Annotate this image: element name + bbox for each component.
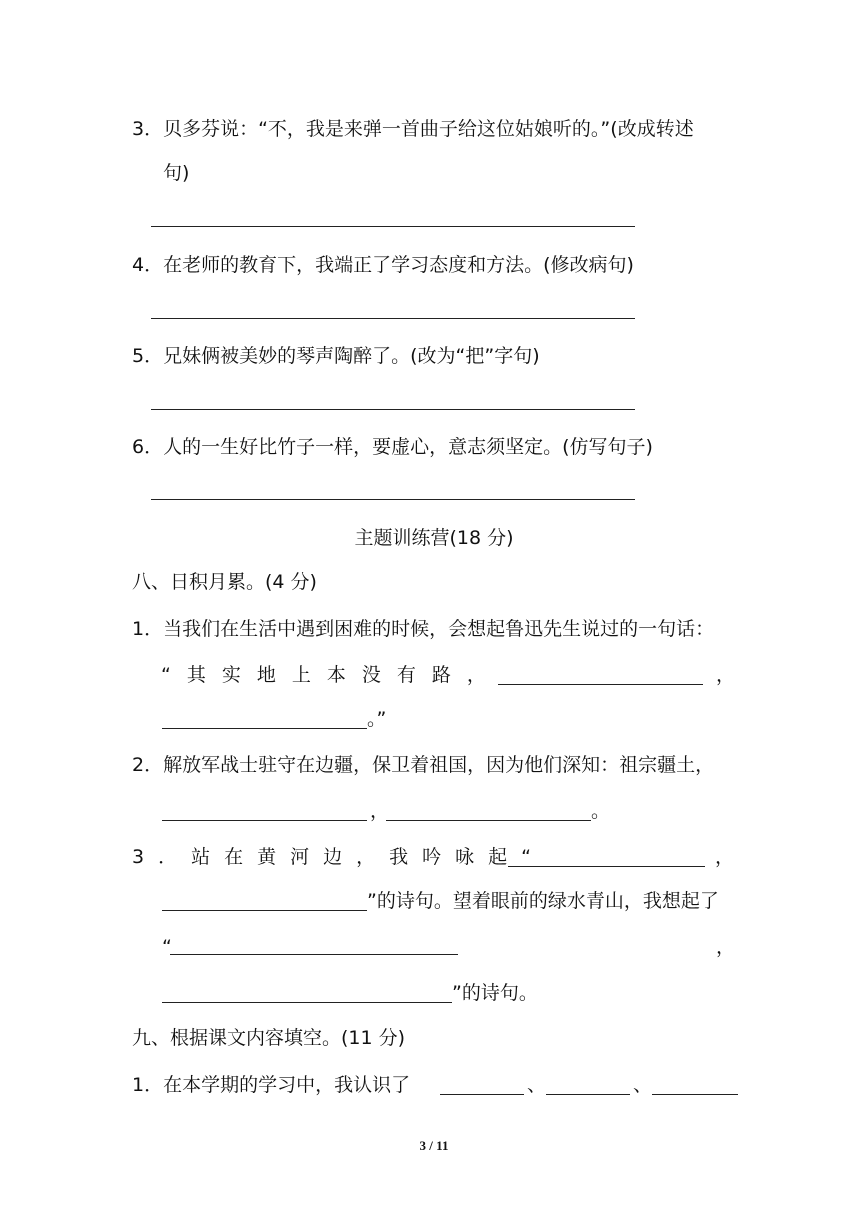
blank-8-3b[interactable] [162, 910, 367, 911]
answer-line-q6[interactable] [151, 499, 635, 500]
section-9-title: 九、根据课文内容填空。(11 分) [132, 1027, 406, 1049]
open-quote: “ [162, 936, 172, 958]
blank-8-3d[interactable] [162, 1002, 452, 1003]
answer-line-q5[interactable] [151, 409, 635, 410]
quote-end: 。” [367, 708, 387, 730]
page-number: 3 / 11 [419, 1138, 449, 1153]
section-8-q3-cont: ”的诗句。望着眼前的绿水青山，我想起了 [367, 890, 719, 912]
comma: ， [370, 800, 390, 822]
comma: ， [715, 846, 735, 868]
section-8-title: 八、日积月累。(4 分) [132, 571, 317, 593]
separator: 、 [527, 1074, 547, 1096]
blank-8-3a[interactable] [508, 866, 705, 867]
blank-8-2a[interactable] [162, 820, 367, 821]
blank-8-3c[interactable] [170, 954, 458, 955]
question-6-text: 6．人的一生好比竹子一样，要虚心，意志须坚定。(仿写句子) [132, 436, 653, 458]
question-4-text: 4．在老师的教育下，我端正了学习态度和方法。(修改病句) [132, 254, 634, 276]
section-title: 主题训练营(18 分) [354, 527, 514, 549]
period: 。 [591, 800, 611, 822]
section-9-q1-text: 1．在本学期的学习中，我认识了 [132, 1074, 411, 1096]
blank-8-1a[interactable] [498, 684, 703, 685]
question-5-text: 5．兄妹俩被美妙的琴声陶醉了。(改为“把”字句) [132, 345, 540, 367]
answer-line-q3[interactable] [151, 226, 635, 227]
blank-9-1c[interactable] [652, 1094, 738, 1095]
separator: 、 [633, 1074, 653, 1096]
blank-8-1b[interactable] [162, 728, 367, 729]
answer-line-q4[interactable] [151, 318, 635, 319]
question-3-text-cont: 句) [163, 162, 190, 184]
blank-8-2b[interactable] [386, 820, 591, 821]
section-8-q1-text: 1．当我们在生活中遇到困难的时候，会想起鲁迅先生说过的一句话： [132, 618, 715, 640]
section-8-q3-text: 3．站在黄河边，我吟咏起“ [132, 846, 545, 868]
question-3-text: 3．贝多芬说：“不，我是来弹一首曲子给这位姑娘听的。”(改成转述 [132, 118, 694, 140]
section-8-q2-text: 2．解放军战士驻守在边疆，保卫着祖国，因为他们深知：祖宗疆土， [132, 754, 715, 776]
comma: ， [716, 664, 736, 686]
section-8-q3-end: ”的诗句。 [452, 982, 538, 1004]
blank-9-1b[interactable] [546, 1094, 630, 1095]
blank-9-1a[interactable] [440, 1094, 524, 1095]
section-8-q1-quote: “其实地上本没有路， [161, 664, 502, 686]
comma: ， [716, 936, 736, 958]
